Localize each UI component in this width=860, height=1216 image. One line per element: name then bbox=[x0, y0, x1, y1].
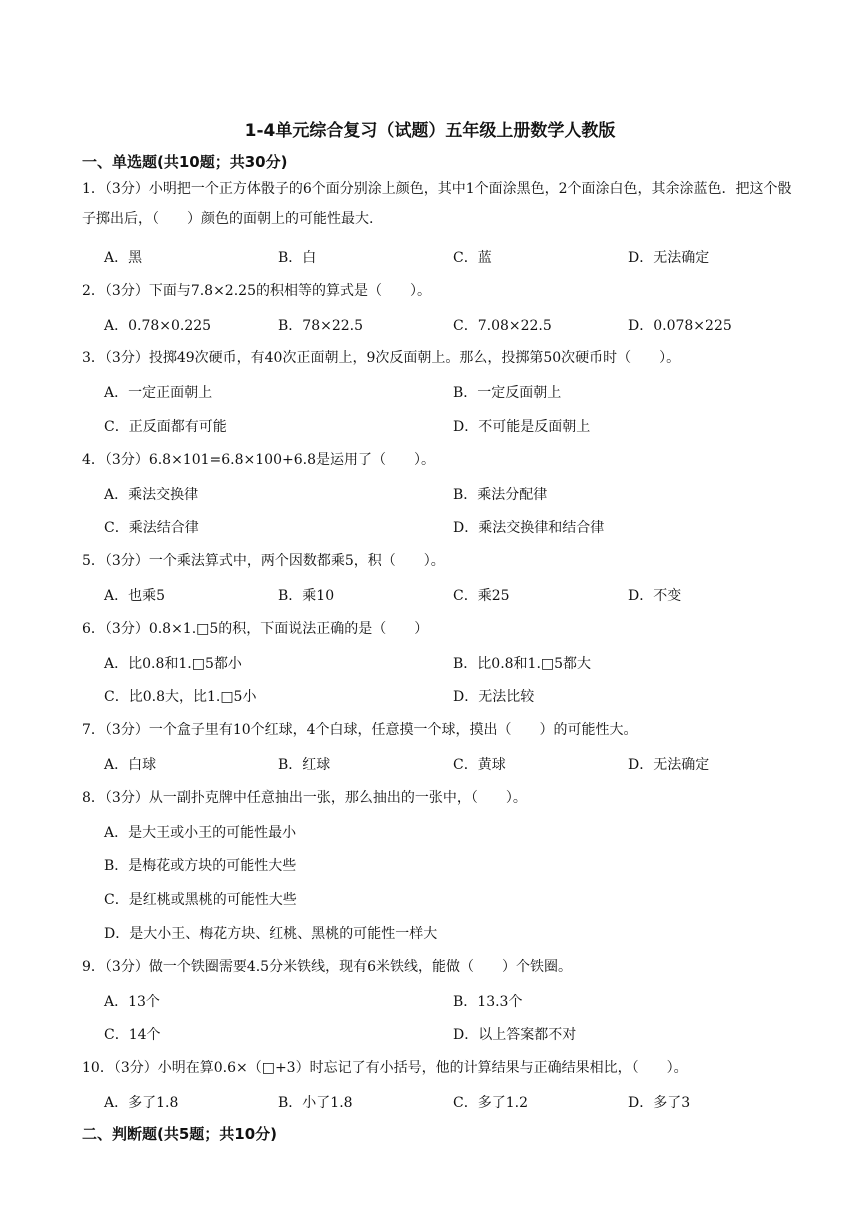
option-b: B．红球 bbox=[278, 757, 331, 773]
option-a: A．黑 bbox=[104, 250, 143, 266]
option-a: A．乘法交换律 bbox=[104, 487, 199, 503]
option-c: C．黄球 bbox=[453, 757, 506, 773]
question-10-options bbox=[104, 1092, 804, 1114]
question-3-options-row2 bbox=[104, 416, 804, 438]
option-b: B．78×22.5 bbox=[278, 318, 364, 334]
option-b: B．比0.8和1.□5都大 bbox=[453, 656, 592, 672]
option-d: D．无法比较 bbox=[453, 689, 535, 705]
question-5-options bbox=[104, 585, 804, 607]
option-d: D．无法确定 bbox=[628, 757, 710, 773]
option-b: B．一定反面朝上 bbox=[453, 385, 562, 401]
option-b: B．乘10 bbox=[278, 588, 335, 604]
option-a: A．比0.8和1.□5都小 bbox=[104, 656, 242, 672]
question-8: 8．（3分）从一副扑克牌中任意抽出一张，那么抽出的一张中，（ ）。 bbox=[82, 790, 527, 806]
question-1: 1．（3分）小明把一个正方体骰子的6个面分别涂上颜色，其中1个面涂黑色，2个面涂白色，其余涂蓝色．把这个骰子掷出后，（ ）颜色的面朝上的可能性最大. bbox=[82, 181, 792, 227]
question-3-options-row1 bbox=[104, 382, 804, 404]
question-8-option-d-row bbox=[104, 923, 804, 945]
question-4-options-row1 bbox=[104, 484, 804, 506]
option-b: B．乘法分配律 bbox=[453, 487, 548, 503]
option-d: D．无法确定 bbox=[628, 250, 710, 266]
question-8-option-c-row bbox=[104, 889, 804, 911]
option-a: A．13个 bbox=[104, 994, 160, 1010]
option-c: C．7.08×22.5 bbox=[453, 318, 552, 334]
question-6-options-row1 bbox=[104, 653, 804, 675]
option-a: A．0.78×0.225 bbox=[104, 318, 212, 334]
option-a: A．白球 bbox=[104, 757, 157, 773]
option-b: B．白 bbox=[278, 250, 317, 266]
option-d: D．是大小王、梅花方块、红桃、黑桃的可能性一样大 bbox=[104, 926, 438, 942]
option-a: A．是大王或小王的可能性最小 bbox=[104, 825, 297, 841]
question-7: 7．（3分）一个盒子里有10个红球，4个白球，任意摸一个球，摸出（ ）的可能性大。 bbox=[82, 722, 638, 738]
option-c: C．蓝 bbox=[453, 250, 492, 266]
question-1-options bbox=[104, 247, 804, 269]
question-2-options bbox=[104, 315, 804, 337]
option-c: C．多了1.2 bbox=[453, 1095, 528, 1111]
option-d: D．以上答案都不对 bbox=[453, 1027, 577, 1043]
question-6: 6．（3分）0.8×1.□5的积，下面说法正确的是（ ） bbox=[82, 621, 429, 637]
question-8-option-a-row bbox=[104, 822, 804, 844]
option-c: C．正反面都有可能 bbox=[104, 419, 227, 435]
option-b: B．小了1.8 bbox=[278, 1095, 353, 1111]
option-c: C．乘25 bbox=[453, 588, 510, 604]
question-9: 9．（3分）做一个铁圈需要4.5分米铁线，现有6米铁线，能做（ ）个铁圈。 bbox=[82, 959, 572, 975]
option-a: A．也乘5 bbox=[104, 588, 166, 604]
question-9-options-row1 bbox=[104, 991, 804, 1013]
section-heading-true-false: 二、判断题(共5题；共10分) bbox=[82, 1125, 278, 1143]
section-heading-single-choice: 一、单选题(共10题；共30分) bbox=[82, 153, 288, 171]
question-8-option-b-row bbox=[104, 855, 804, 877]
question-2: 2．（3分）下面与7.8×2.25的积相等的算式是（ ）。 bbox=[82, 283, 431, 299]
option-c: C．乘法结合律 bbox=[104, 520, 199, 536]
option-b: B．是梅花或方块的可能性大些 bbox=[104, 858, 297, 874]
option-c: C．14个 bbox=[104, 1027, 161, 1043]
option-d: D．乘法交换律和结合律 bbox=[453, 520, 605, 536]
option-d: D．不可能是反面朝上 bbox=[453, 419, 591, 435]
option-b: B．13.3个 bbox=[453, 994, 523, 1010]
option-c: C．是红桃或黑桃的可能性大些 bbox=[104, 892, 297, 908]
page-title: 1-4单元综合复习（试题）五年级上册数学人教版 bbox=[244, 121, 616, 141]
question-4: 4．（3分）6.8×101=6.8×100+6.8是运用了（ ）。 bbox=[82, 452, 435, 468]
question-4-options-row2 bbox=[104, 517, 804, 539]
option-d: D．不变 bbox=[628, 588, 682, 604]
option-c: C．比0.8大，比1.□5小 bbox=[104, 689, 257, 705]
question-7-options bbox=[104, 754, 804, 776]
option-a: A．多了1.8 bbox=[104, 1095, 179, 1111]
option-d: D．多了3 bbox=[628, 1095, 691, 1111]
question-6-options-row2 bbox=[104, 686, 804, 708]
question-9-options-row2 bbox=[104, 1024, 804, 1046]
option-a: A．一定正面朝上 bbox=[104, 385, 213, 401]
question-3: 3．（3分）投掷49次硬币，有40次正面朝上，9次反面朝上。那么，投掷第50次硬币时（ ）。 bbox=[82, 350, 681, 366]
option-d: D．0.078×225 bbox=[628, 318, 732, 334]
question-5: 5．（3分）一个乘法算式中，两个因数都乘5，积（ ）。 bbox=[82, 553, 445, 569]
question-10: 10．（3分）小明在算0.6×（□+3）时忘记了有小括号，他的计算结果与正确结果相比，（ ）。 bbox=[82, 1060, 688, 1076]
